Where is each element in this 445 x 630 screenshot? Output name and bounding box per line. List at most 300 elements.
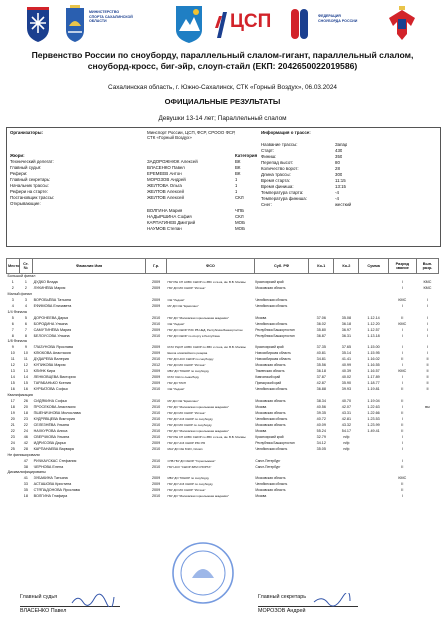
cell-rank: II bbox=[401, 428, 404, 433]
cell-birth-year: 2009 bbox=[151, 279, 161, 284]
cell-run2: 37.65 bbox=[341, 345, 351, 350]
chief-judge-name: ВЛАСЕНКО Павел bbox=[20, 608, 67, 614]
snowboard-federation-text: ФЕДЕРАЦИЯ СНОУБОРДА РОССИИ bbox=[318, 14, 358, 23]
jury-role: Рефери: bbox=[10, 171, 28, 176]
cell-rank: I bbox=[401, 416, 403, 421]
track-key: Количество ворот: bbox=[261, 166, 299, 171]
chief-judge-label: Главный судья bbox=[20, 594, 58, 600]
cell-run1: 36.18 bbox=[316, 369, 326, 374]
cell-run1: 34.12 bbox=[316, 440, 326, 445]
cell-name: КУРБАТОВА Софья bbox=[33, 387, 68, 392]
cell-run1: 38.34 bbox=[316, 399, 326, 404]
cell-region: Москва bbox=[255, 428, 267, 433]
opener-name: НАУМОВ Степан bbox=[147, 226, 182, 231]
cell-birth-year: 2009 bbox=[151, 345, 161, 350]
cell-birth-year: 2010 bbox=[151, 494, 161, 499]
cell-region: Челябинская область bbox=[255, 321, 288, 326]
track-value: -4 bbox=[335, 190, 339, 195]
cell-place: 3 bbox=[11, 297, 14, 302]
cell-region: Московская область bbox=[255, 285, 286, 290]
cell-name: БЕЛОУСОВА Ульяна bbox=[33, 333, 70, 338]
cell-fso: ГБУ ДО ЧСЗ СШОР по сноуборду bbox=[167, 416, 213, 421]
cell-rank-earned: КМС bbox=[423, 279, 432, 284]
cell-rank-earned: II bbox=[426, 357, 429, 362]
cell-name: ЧЕРНОВА Елена bbox=[33, 464, 64, 469]
cell-region: Санкт-Петербург bbox=[255, 464, 281, 469]
cell-run2: 43.31 bbox=[341, 410, 351, 415]
header-place: Место bbox=[7, 259, 20, 274]
cell-run2: 41.41 bbox=[341, 357, 351, 362]
jury-role: Постановщик трассы: bbox=[10, 195, 55, 200]
cell-name: КЛИНК Кира bbox=[33, 369, 56, 374]
cell-bib: 46 bbox=[23, 434, 28, 439]
cell-rank: II bbox=[401, 464, 404, 469]
opener-category: МОБ bbox=[235, 226, 245, 231]
cell-sum: 1.12.20 bbox=[367, 321, 380, 326]
cell-bib: 41 bbox=[23, 476, 28, 481]
cell-rank: I bbox=[401, 303, 403, 308]
cell-sum: 1.12.14 bbox=[367, 315, 380, 320]
group-title: Квалификация bbox=[7, 393, 33, 398]
jury-label: Жюри: bbox=[10, 153, 25, 158]
place-date: Сахалинская область, г. Южно-Сахалинск, СТК «Горный Воздух», 06.03.2024 bbox=[108, 84, 337, 91]
cell-bib: 33 bbox=[23, 482, 28, 487]
cell-region: Челябинская область bbox=[255, 297, 288, 302]
cell-fso: СШ "Ледник" bbox=[167, 321, 185, 326]
cell-sum: 1.15.95 bbox=[367, 351, 380, 356]
snowboard-federation-logo-icon bbox=[288, 4, 318, 44]
jury-name: ЖЕЛТОВА Ольга bbox=[147, 183, 182, 188]
cell-birth-year: 2010 bbox=[151, 387, 161, 392]
cell-rank: II bbox=[401, 387, 404, 392]
cell-run2: 36.97 bbox=[341, 327, 351, 332]
cell-fso: ГБУ ДО МО СШОР "Истина" bbox=[167, 410, 206, 415]
cell-bib: 20 bbox=[23, 404, 28, 409]
jury-name: МОРОЗОВ Андрей bbox=[147, 177, 186, 182]
cell-run1: 36.87 bbox=[316, 333, 326, 338]
cell-run2: н/ф bbox=[343, 440, 350, 445]
cell-name: ДУДАРЕВА Валерия bbox=[33, 357, 69, 362]
cell-bib: 12 bbox=[23, 363, 28, 368]
csp-stripes-icon bbox=[215, 10, 229, 40]
track-info-label: Информация о трассе: bbox=[261, 130, 311, 135]
cell-birth-year: 2010 bbox=[151, 333, 161, 338]
jury-role: Главный секретарь: bbox=[10, 177, 51, 182]
cell-rank: I bbox=[401, 375, 403, 380]
cell-region: Челябинская область bbox=[255, 387, 288, 392]
cell-name: ГЛАЗУНОВА Ярослава bbox=[33, 345, 73, 350]
cell-run2: 40.99 bbox=[341, 363, 351, 368]
cell-rank: I bbox=[401, 494, 403, 499]
table-header-row bbox=[7, 259, 439, 274]
jury-role: Технический делегат: bbox=[10, 159, 54, 164]
cell-run1: 37.87 bbox=[316, 375, 326, 380]
cell-place: 14 bbox=[10, 375, 15, 380]
opener-category: ЧПБ bbox=[235, 208, 244, 213]
cell-fso: ГБУ ДО МО СШОР "Истина" bbox=[167, 488, 206, 493]
competition-title-line2: сноуборд-кросс, биг-эйр, слоуп-стайл (ЕКП: 2042650022019586) bbox=[87, 61, 358, 71]
cell-name: РИЧКАУСКАС Стефания bbox=[33, 458, 77, 463]
cell-bib: 16 bbox=[23, 387, 28, 392]
cell-place: 22 bbox=[10, 428, 15, 433]
gornyi-vozdukh-emblem-icon bbox=[174, 4, 204, 44]
cell-run2: 40.02 bbox=[341, 375, 351, 380]
cell-rank: II bbox=[401, 357, 404, 362]
cell-rank: I bbox=[401, 363, 403, 368]
cell-fso: ГБУ РШ СП АОВС СШОР по ЗВС и ся-ка, им. В.В. Москвы bbox=[167, 279, 246, 284]
cell-region: Красноярский край bbox=[255, 345, 284, 350]
cell-fso: ГБУ ДО НСО СШОР по сноуборду bbox=[167, 357, 214, 362]
csp-logo-text: ЦСП bbox=[230, 11, 272, 32]
cell-rank: I bbox=[401, 404, 403, 409]
cell-bib: 4 bbox=[24, 303, 27, 308]
cell-region: Московская область bbox=[255, 476, 286, 481]
cell-sum: 1.49.41 bbox=[367, 428, 380, 433]
cell-birth-year: 2010 bbox=[151, 399, 161, 404]
header-run2: Ко-2 bbox=[334, 259, 359, 274]
cell-name: КУПИКОВА Мария bbox=[33, 363, 66, 368]
cell-fso: МУ ДО СШ "Ермолино" bbox=[167, 303, 199, 308]
cell-birth-year: 2010 bbox=[151, 464, 161, 469]
cell-birth-year: 2009 bbox=[151, 482, 161, 487]
cell-place: 19 bbox=[10, 410, 15, 415]
cell-sum: 1.12.57 bbox=[367, 327, 380, 332]
cell-region: Москва bbox=[255, 494, 267, 499]
jury-role: Рефери на старте: bbox=[10, 189, 48, 194]
cell-bib: 7 bbox=[24, 327, 27, 332]
track-key: Температура финиша: bbox=[261, 196, 307, 201]
cell-region: Московская область bbox=[255, 410, 286, 415]
cell-birth-year: 2010 bbox=[151, 404, 161, 409]
cell-fso: СШ "Ледник" bbox=[167, 297, 185, 302]
cell-name: СЕЛЕЗНЁВА Ульяна bbox=[33, 422, 69, 427]
chief-secretary-label: Главный секретарь bbox=[258, 594, 307, 600]
cell-fso: ГБУ ДО "Московская горнолыжная академия" bbox=[167, 404, 229, 409]
cell-bib: 9 bbox=[24, 345, 27, 350]
category-column-label: Категория bbox=[235, 153, 258, 158]
cell-rank: I bbox=[401, 327, 403, 332]
cell-fso: ГБУ ДО "Московская горнолыжная академия" bbox=[167, 494, 229, 499]
cell-bib: 35 bbox=[23, 488, 28, 493]
cell-place: 15 bbox=[10, 381, 15, 386]
cell-run2: 35.14 bbox=[341, 351, 351, 356]
track-key: Температура старта: bbox=[261, 190, 304, 195]
group-title: Дисквалифицированы bbox=[7, 470, 46, 475]
cell-region: Московская область bbox=[255, 488, 286, 493]
results-table bbox=[6, 258, 439, 500]
cell-birth-year: 2010 bbox=[151, 446, 161, 451]
cell-run2: 36.18 bbox=[341, 321, 351, 326]
organizers-value: Минспорт России, ЦСП, ФСР, СРООО ФСР, СТК «Горный Воздух» bbox=[147, 130, 236, 141]
cell-sum: 1.23.53 bbox=[367, 416, 380, 421]
cell-rank: КМС bbox=[398, 321, 407, 326]
cell-place: 10 bbox=[10, 351, 15, 356]
cell-bib: 1 bbox=[24, 279, 27, 284]
group-title: Большой финал bbox=[7, 274, 36, 278]
cell-rank-earned: I bbox=[426, 345, 428, 350]
track-key: Время старта: bbox=[261, 178, 290, 183]
cell-name: КЛЮКОВА Анастасия bbox=[33, 351, 71, 356]
cell-run2: 39.93 bbox=[341, 387, 351, 392]
cell-fso: ГБУ ДО МО СШОР "Истина" bbox=[167, 285, 206, 290]
cell-fso: ГБУ ДО ТЛКП bbox=[167, 381, 186, 386]
cell-name: ВОРОБЬЁВА Татьяна bbox=[33, 297, 71, 302]
header-birth-year: Г.р. bbox=[146, 259, 167, 274]
cell-name: ЗУБАКИНА Татьяна bbox=[33, 476, 68, 481]
track-value: 80 bbox=[335, 160, 340, 165]
cell-rank-earned: I bbox=[426, 351, 428, 356]
cell-bib: 18 bbox=[23, 494, 28, 499]
jury-name: ЖЕЛТОВ Алексей bbox=[147, 189, 184, 194]
header-rank: Разряд звание bbox=[388, 259, 416, 274]
group-title: Малый финал bbox=[7, 291, 32, 296]
results-body bbox=[7, 274, 439, 501]
cell-name: КАРПАНАЕВА Варвара bbox=[33, 446, 74, 451]
cell-rank: I bbox=[401, 446, 403, 451]
cell-bib: 24 bbox=[23, 428, 28, 433]
cell-place: 21 bbox=[10, 422, 15, 427]
cell-rank-earned: вы bbox=[425, 404, 430, 409]
cell-rank: I bbox=[401, 351, 403, 356]
track-value: жесткий bbox=[335, 202, 352, 207]
cell-rank: II bbox=[401, 482, 404, 487]
cell-rank: I bbox=[401, 458, 403, 463]
cell-rank: II bbox=[401, 488, 404, 493]
snowflake-federation-emblem-icon bbox=[24, 4, 52, 44]
cell-place: 4 bbox=[11, 303, 14, 308]
cell-run2: 40.70 bbox=[341, 399, 351, 404]
cell-rank: I bbox=[401, 440, 403, 445]
header-region: Суб. РФ bbox=[254, 259, 308, 274]
cell-region: Камчатский край bbox=[255, 375, 281, 380]
cell-bib: 2 bbox=[24, 285, 27, 290]
cell-run2: н/ф bbox=[343, 446, 350, 451]
cell-bib: 5 bbox=[24, 315, 27, 320]
cell-run2 bbox=[334, 494, 359, 500]
jury-role: Открывающие: bbox=[10, 201, 41, 206]
cell-run1: 37.35 bbox=[316, 345, 326, 350]
cell-name: ДУДКО Влада bbox=[33, 279, 58, 284]
cell-bib: 18 bbox=[23, 410, 28, 415]
cell-sum: 1.17.89 bbox=[367, 375, 380, 380]
cell-run1: 36.88 bbox=[316, 387, 326, 392]
cell-rank: I bbox=[401, 345, 403, 350]
table-row bbox=[7, 494, 439, 500]
track-key: Название трассы: bbox=[261, 142, 298, 147]
group-title: 1/4 Финала bbox=[7, 309, 27, 314]
cell-sum bbox=[359, 494, 388, 500]
cell-bib: 11 bbox=[23, 357, 28, 362]
ministry-logo-text: МИНИСТЕРСТВО СПОРТА САХАЛИНСКОЙ ОБЛАСТИ bbox=[89, 10, 133, 24]
cell-rank-earned: II bbox=[426, 381, 429, 386]
cell-run1: 40.81 bbox=[316, 351, 326, 356]
cell-region: Московская область bbox=[255, 422, 286, 427]
cell-rank: КМС bbox=[398, 476, 407, 481]
jury-role: Начальник трассы: bbox=[10, 183, 49, 188]
track-key: Перепад высот: bbox=[261, 160, 294, 165]
cell-birth-year: 2009 bbox=[151, 440, 161, 445]
cell-birth-year: 2009 bbox=[151, 476, 161, 481]
cell-region: Красноярский край bbox=[255, 279, 284, 284]
cell-name: ПРОСЕКОВА Анастасия bbox=[33, 404, 76, 409]
cell-region: Челябинская область bbox=[255, 303, 288, 308]
cell-bib: 38 bbox=[23, 464, 28, 469]
jury-category: 1 bbox=[235, 189, 238, 194]
cell-rank: I bbox=[401, 381, 403, 386]
track-value: 430 bbox=[335, 148, 343, 153]
header-sum: Сумма bbox=[359, 259, 388, 274]
jury-name: ВЛАСЕНКО Павел bbox=[147, 165, 185, 170]
cell-run1: 34.81 bbox=[316, 357, 326, 362]
cell-name: НАХКУРОВА Алиса bbox=[33, 428, 68, 433]
jury-name: ЖЕЛТОВ Алексей bbox=[147, 195, 184, 200]
cell-fso: МУ ДО СШ "Ермолино" bbox=[167, 399, 199, 404]
cell-bib: 28 bbox=[23, 446, 28, 451]
cell-region: Приморский край bbox=[255, 381, 282, 386]
cell-sum: 1.16.57 bbox=[367, 369, 380, 374]
cell-birth-year: 2009 bbox=[151, 285, 161, 290]
cell-place: 5 bbox=[11, 315, 14, 320]
cell-name: СИДЯКИНА Софья bbox=[33, 399, 67, 404]
cell-bib: 47 bbox=[23, 458, 28, 463]
cell-place: 25 bbox=[10, 446, 15, 451]
cell-fso: ГБУ РШ СП АОВС СШОР по ЗВС и ся-ка, им. В.В. Москвы bbox=[167, 434, 246, 439]
cell-bib: 8 bbox=[24, 333, 27, 338]
cell-birth-year: 2010 bbox=[151, 315, 161, 320]
cell-region: Новосибирская область bbox=[255, 351, 291, 356]
cell-bib: 22 bbox=[23, 422, 28, 427]
cell-place bbox=[7, 494, 20, 500]
cell-rank: II bbox=[401, 422, 404, 427]
cell-fso: ГБУ ДО МО СШОР "Истина" bbox=[167, 363, 206, 368]
cell-sum: 1.19.04 bbox=[367, 399, 380, 404]
cell-bib: 42 bbox=[23, 440, 28, 445]
cell-run1: 35.80 bbox=[316, 327, 326, 332]
cell-rank-earned: I bbox=[426, 333, 428, 338]
group-title: 1/8 Финала bbox=[7, 339, 27, 344]
cell-birth-year: 2009 bbox=[151, 297, 161, 302]
cell-sum: 1.13.18 bbox=[367, 333, 380, 338]
cell-birth-year: 2012 bbox=[151, 363, 161, 368]
cell-place: 6 bbox=[11, 321, 14, 326]
chief-secretary-name: МОРОЗОВ Андрей bbox=[258, 608, 306, 614]
jury-name: ЗАДОРОЖНЮК Алексей bbox=[147, 159, 198, 164]
track-key: Старт: bbox=[261, 148, 275, 153]
cell-rank: II bbox=[401, 315, 404, 320]
cell-rank-earned: II bbox=[426, 363, 429, 368]
cell-name: КУДРЯВЦЕВА Виктория bbox=[33, 416, 75, 421]
cell-name: ЕФИМОВА Елизавета bbox=[33, 303, 72, 308]
track-value: Запад bbox=[335, 142, 348, 147]
cell-birth-year: 2010 bbox=[151, 357, 161, 362]
cell-fso: МАУ ДО СШ ЮКО, Олимп bbox=[167, 446, 203, 451]
cell-rank: КМС bbox=[398, 369, 407, 374]
cell-rank-earned: I bbox=[426, 297, 428, 302]
cell-rank-earned bbox=[416, 494, 438, 500]
opener-name: ВОЛГИНА Мария bbox=[147, 208, 183, 213]
cell-place: 18 bbox=[10, 404, 15, 409]
header-fso: ФСО bbox=[167, 259, 255, 274]
cell-place: 7 bbox=[11, 327, 14, 332]
cell-fso: Школа олимпийского резерва bbox=[167, 351, 208, 356]
group-title: Не финишировали bbox=[7, 452, 40, 457]
cell-place: 24 bbox=[10, 440, 15, 445]
cell-run1: 32.79 bbox=[316, 434, 326, 439]
cell-run2: 42.07 bbox=[341, 404, 351, 409]
cell-region: Челябинская область bbox=[255, 482, 288, 487]
cell-sum: 1.19.81 bbox=[367, 387, 380, 392]
cell-name: ЛУКИНЁВА Мария bbox=[33, 285, 66, 290]
cell-fso: КГАУ РЦСП АОВС СШОР по ЗВС и ся-ка, им. В.В. Москвы bbox=[167, 345, 246, 350]
cell-rank-earned: I bbox=[426, 315, 428, 320]
cell-place: 13 bbox=[10, 369, 15, 374]
cell-rank: I bbox=[401, 285, 403, 290]
cell-region: Челябинская область bbox=[255, 446, 288, 451]
cell-bib: 3 bbox=[24, 297, 27, 302]
cell-name: САМУТИНЁВА Мария bbox=[33, 327, 72, 332]
logo-strip bbox=[0, 4, 445, 48]
cell-rank-earned: I bbox=[426, 327, 428, 332]
jury-category: 1 bbox=[235, 183, 238, 188]
cell-birth-year: 2009 bbox=[151, 381, 161, 386]
cell-region: Челябинская область bbox=[255, 416, 288, 421]
cell-fso: ГБУ ДО СШОР по спорту в Республике bbox=[167, 333, 220, 338]
cell-name: ДОРОНЕЕВА Дарья bbox=[33, 315, 69, 320]
cell-place: 23 bbox=[10, 434, 15, 439]
results-title: ОФИЦИАЛЬНЫЕ РЕЗУЛЬТАТЫ bbox=[164, 97, 281, 106]
track-value: 13:15 bbox=[335, 184, 346, 189]
track-value: 300 bbox=[335, 172, 343, 177]
organizers-label: Организаторы: bbox=[10, 130, 43, 135]
cell-region: Москва bbox=[255, 404, 267, 409]
opener-category: МОБ bbox=[235, 220, 245, 225]
cell-region: Республика Башкортостан bbox=[255, 333, 295, 338]
cell-birth-year: 2010 bbox=[151, 434, 161, 439]
cell-run1: 42.87 bbox=[316, 381, 326, 386]
round-seal-stamp-icon bbox=[170, 540, 236, 606]
cell-run2: 42.81 bbox=[341, 416, 351, 421]
info-box bbox=[6, 127, 441, 247]
cell-fso: ГБУ ДО МО СШОР по сноуборду bbox=[167, 422, 212, 427]
cell-bib: 6 bbox=[24, 321, 27, 326]
cell-fso: МБУ ДО ТОШОР по сноуборду bbox=[167, 476, 209, 481]
csp-logo bbox=[215, 8, 297, 44]
track-key: Финиш: bbox=[261, 154, 277, 159]
track-key: Время финиша: bbox=[261, 184, 294, 189]
minsport-russia-eagle-icon bbox=[385, 4, 419, 44]
cell-region: Республика Башкортостан bbox=[255, 440, 295, 445]
cell-run1: 39.35 bbox=[316, 410, 326, 415]
sakhalin-coat-of-arms-icon bbox=[64, 4, 86, 44]
track-key: Снег: bbox=[261, 202, 272, 207]
cell-rank: I bbox=[401, 279, 403, 284]
cell-fso: ГБУ ДО СШОР РЗС РБ НЕД, Республика Башкортостан bbox=[167, 327, 243, 332]
cell-birth-year: 2009 bbox=[151, 327, 161, 332]
cell-name: ВОЛГИНА Глафира bbox=[33, 494, 68, 499]
cell-fso: ГБУ ДО "Московская горнолыжная академия" bbox=[167, 428, 229, 433]
cell-birth-year: 2010 bbox=[151, 321, 161, 326]
cell-birth-year: 2009 bbox=[151, 488, 161, 493]
track-value: -4 bbox=[335, 196, 339, 201]
cell-name: СВЕРЧКОВА Ульяна bbox=[33, 434, 70, 439]
cell-rank: I bbox=[401, 333, 403, 338]
cell-birth-year: 2010 bbox=[151, 428, 161, 433]
cell-run1: 40.72 bbox=[316, 416, 326, 421]
opener-name: КАРПАГИНЕВ Дмитрий bbox=[147, 220, 196, 225]
cell-place: 17 bbox=[10, 399, 15, 404]
cell-bib: 13 bbox=[23, 369, 28, 374]
cell-fso: ГБУ ДО ЧСЗ СШОР РЗС РБ bbox=[167, 440, 206, 445]
